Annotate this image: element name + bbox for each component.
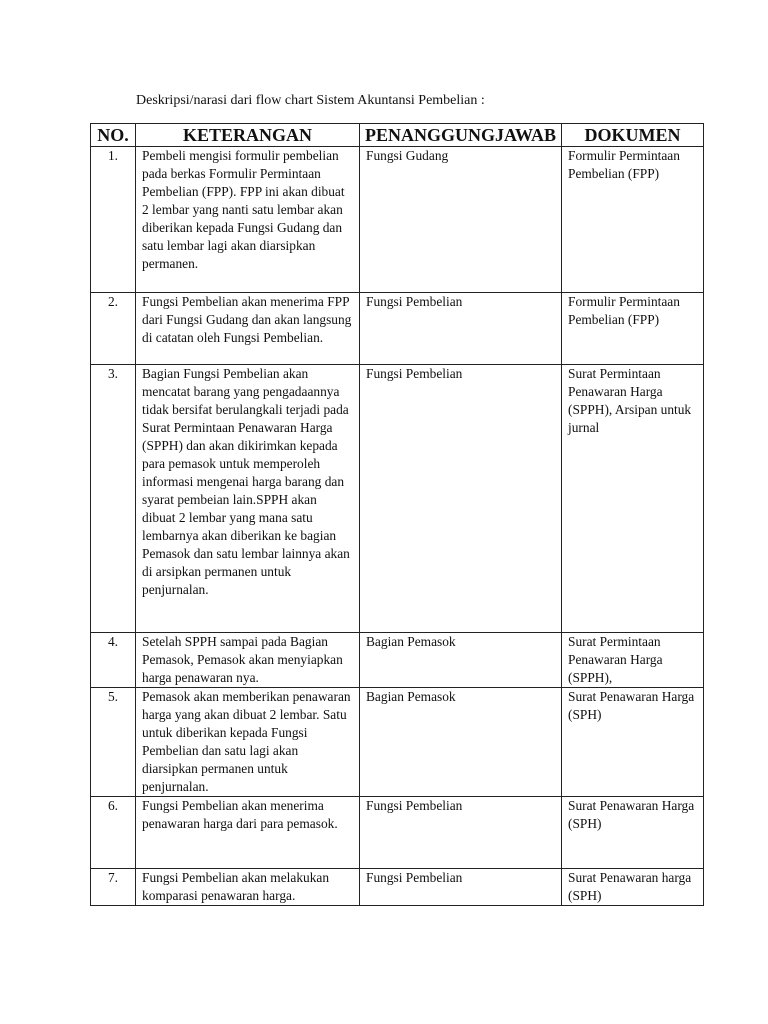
row-keterangan: Fungsi Pembelian akan melakukan komparasi penawaran harga.: [136, 869, 360, 906]
table-header-row: [91, 124, 704, 147]
table-row: [91, 293, 704, 365]
document-intro: Deskripsi/narasi dari flow chart Sistem Akuntansi Pembelian :: [136, 93, 485, 108]
row-keterangan: Fungsi Pembelian akan menerima FPP dari Fungsi Gudang dan akan langsung di catatan oleh Fungsi Pembelian.: [136, 293, 360, 365]
table-row: [91, 365, 704, 633]
row-number: 3.: [91, 365, 136, 633]
row-number: 1.: [91, 147, 136, 293]
row-number: 6.: [91, 797, 136, 869]
row-penanggungjawab: Fungsi Pembelian: [360, 293, 562, 365]
table-row: [91, 797, 704, 869]
header-dokumen: DOKUMEN: [562, 124, 704, 147]
row-penanggungjawab: Fungsi Pembelian: [360, 797, 562, 869]
header-no: NO.: [91, 124, 136, 147]
table-row: [91, 688, 704, 797]
row-dokumen: Surat Permintaan Penawaran Harga (SPPH),: [562, 633, 704, 688]
row-penanggungjawab: Bagian Pemasok: [360, 688, 562, 797]
row-keterangan: Pembeli mengisi formulir pembelian pada berkas Formulir Permintaan Pembelian (FPP). FPP ini akan dibuat 2 lembar yang nanti satu lembar akan diberikan kepada Fungsi Gudang dan satu lembar lagi akan diarsipkan permanen.: [136, 147, 360, 293]
row-keterangan: Fungsi Pembelian akan menerima penawaran harga dari para pemasok.: [136, 797, 360, 869]
row-dokumen: Formulir Permintaan Pembelian (FPP): [562, 147, 704, 293]
row-penanggungjawab: Fungsi Pembelian: [360, 869, 562, 906]
procedure-table: [90, 123, 704, 906]
row-dokumen: Surat Penawaran Harga (SPH): [562, 688, 704, 797]
header-keterangan: KETERANGAN: [136, 124, 360, 147]
row-penanggungjawab: Fungsi Pembelian: [360, 365, 562, 633]
row-keterangan: Setelah SPPH sampai pada Bagian Pemasok, Pemasok akan menyiapkan harga penawaran nya.: [136, 633, 360, 688]
row-penanggungjawab: Fungsi Gudang: [360, 147, 562, 293]
row-number: 4.: [91, 633, 136, 688]
table-row: [91, 147, 704, 293]
row-dokumen: Formulir Permintaan Pembelian (FPP): [562, 293, 704, 365]
row-keterangan: Pemasok akan memberikan penawaran harga yang akan dibuat 2 lembar. Satu untuk diberikan kepada Fungsi Pembelian dan satu lagi akan diarsipkan permanen untuk penjurnalan.: [136, 688, 360, 797]
row-dokumen: Surat Permintaan Penawaran Harga (SPPH), Arsipan untuk jurnal: [562, 365, 704, 633]
row-keterangan: Bagian Fungsi Pembelian akan mencatat barang yang pengadaannya tidak bersifat berulangkali terjadi pada Surat Permintaan Penawaran Harga (SPPH) dan akan dikirimkan kepada para pemasok untuk memperoleh informasi mengenai harga barang dan syarat pembeian lain.SPPH akan dibuat 2 lembar yang mana satu lembarnya akan diberikan ke bagian Pemasok dan satu lembar lainnya akan di arsipkan permanen untuk penjurnalan.: [136, 365, 360, 633]
row-number: 2.: [91, 293, 136, 365]
row-penanggungjawab: Bagian Pemasok: [360, 633, 562, 688]
table-row: [91, 633, 704, 688]
row-number: 5.: [91, 688, 136, 797]
row-dokumen: Surat Penawaran harga (SPH): [562, 869, 704, 906]
row-dokumen: Surat Penawaran Harga (SPH): [562, 797, 704, 869]
row-number: 7.: [91, 869, 136, 906]
header-penanggungjawab: PENANGGUNGJAWAB: [360, 124, 562, 147]
table-row: [91, 869, 704, 906]
